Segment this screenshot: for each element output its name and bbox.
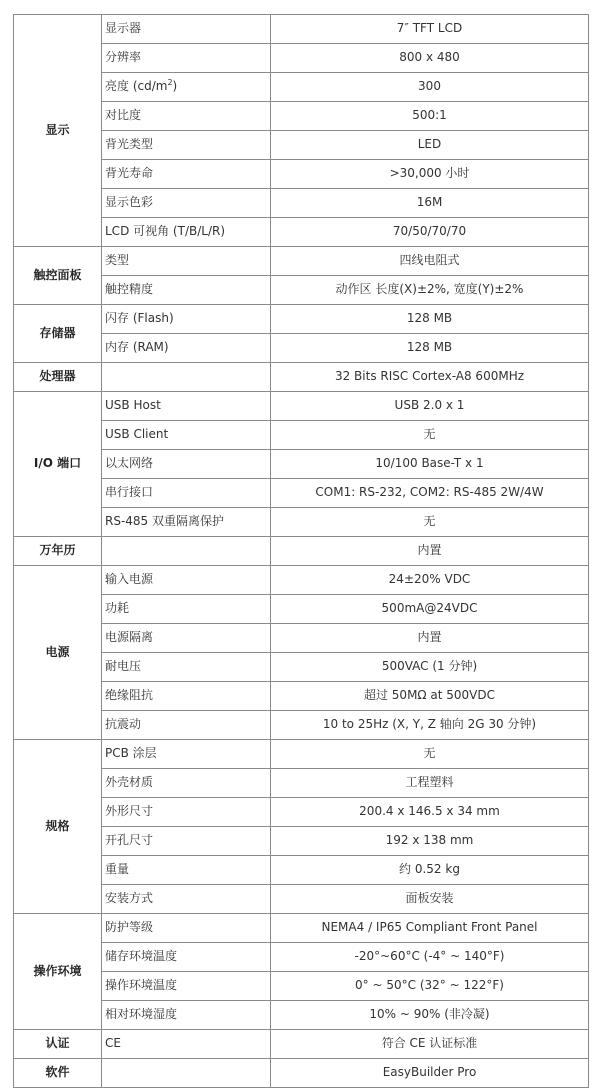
spec-item-name — [102, 711, 271, 740]
spec-item-text: 绝缘阻抗 — [105, 688, 154, 703]
spec-item-text: 防护等级 — [105, 920, 154, 935]
spec-value: 面板安装 — [271, 885, 589, 914]
spec-item-text: 背光寿命 — [105, 166, 154, 181]
spec-row — [14, 566, 589, 595]
spec-item-text: 触控精度 — [105, 282, 154, 297]
category-label: 操作环境 — [14, 914, 102, 1030]
spec-item-text: 安装方式 — [105, 891, 154, 906]
spec-item-text: 显示色彩 — [105, 195, 154, 210]
spec-value: 符合 CE 认证标准 — [271, 1030, 589, 1059]
spec-item-text: 重量 — [105, 862, 130, 877]
spec-value: 16M — [271, 189, 589, 218]
spec-value: 内置 — [271, 624, 589, 653]
spec-value: 0° ~ 50°C (32° ~ 122°F) — [271, 972, 589, 1001]
category-label: I/O 端口 — [14, 392, 102, 537]
spec-item-text: 对比度 — [105, 108, 142, 123]
spec-value: 192 x 138 mm — [271, 827, 589, 856]
spec-value: 128 MB — [271, 305, 589, 334]
spec-item-superscript: 2 — [167, 78, 173, 88]
spec-item-text: 分辨率 — [105, 50, 142, 65]
spec-item-text: 开孔尺寸 — [105, 833, 154, 848]
category-label: 电源 — [14, 566, 102, 740]
spec-item-name — [102, 392, 271, 421]
spec-item-name — [102, 682, 271, 711]
spec-item-name — [102, 247, 271, 276]
spec-value: >30,000 小时 — [271, 160, 589, 189]
category-label: 软件 — [14, 1059, 102, 1088]
spec-item-text: 抗震动 — [105, 717, 142, 732]
spec-table-body — [14, 15, 589, 1088]
spec-item-name — [102, 218, 271, 247]
spec-value: 200.4 x 146.5 x 34 mm — [271, 798, 589, 827]
spec-item-text: 电源隔离 — [105, 630, 154, 645]
spec-item-name — [102, 44, 271, 73]
spec-item-name — [102, 1059, 271, 1088]
spec-item-name — [102, 972, 271, 1001]
spec-item-text: 操作环境温度 — [105, 978, 178, 993]
spec-value: 工程塑料 — [271, 769, 589, 798]
spec-value: 无 — [271, 421, 589, 450]
spec-item-name — [102, 943, 271, 972]
spec-item-text: CE — [105, 1036, 121, 1051]
spec-value: 内置 — [271, 537, 589, 566]
spec-item-text: 外壳材质 — [105, 775, 154, 790]
spec-row — [14, 537, 589, 566]
spec-row — [14, 1030, 589, 1059]
spec-item-name — [102, 363, 271, 392]
category-label: 规格 — [14, 740, 102, 914]
spec-item-name — [102, 73, 271, 102]
spec-item-name — [102, 856, 271, 885]
spec-value: 超过 50MΩ at 500VDC — [271, 682, 589, 711]
category-label: 万年历 — [14, 537, 102, 566]
spec-value: -20°~60°C (-4° ~ 140°F) — [271, 943, 589, 972]
spec-value: 约 0.52 kg — [271, 856, 589, 885]
spec-row — [14, 363, 589, 392]
spec-item-name — [102, 914, 271, 943]
spec-row — [14, 247, 589, 276]
spec-value: NEMA4 / IP65 Compliant Front Panel — [271, 914, 589, 943]
spec-item-text: 内存 (RAM) — [105, 340, 169, 355]
spec-item-text: USB Client — [105, 427, 169, 442]
spec-row — [14, 15, 589, 44]
spec-item-name — [102, 566, 271, 595]
spec-item-name — [102, 537, 271, 566]
spec-value: 24±20% VDC — [271, 566, 589, 595]
spec-item-text: USB Host — [105, 398, 161, 413]
spec-value: 128 MB — [271, 334, 589, 363]
spec-item-name — [102, 305, 271, 334]
spec-item-name — [102, 798, 271, 827]
spec-value: LED — [271, 131, 589, 160]
spec-item-text: 储存环境温度 — [105, 949, 178, 964]
spec-item-text: 闪存 (Flash) — [105, 311, 174, 326]
spec-item-text: 相对环境湿度 — [105, 1007, 178, 1022]
spec-item-name — [102, 885, 271, 914]
spec-value: 800 x 480 — [271, 44, 589, 73]
category-label: 处理器 — [14, 363, 102, 392]
spec-item-text: 功耗 — [105, 601, 130, 616]
spec-value: COM1: RS-232, COM2: RS-485 2W/4W — [271, 479, 589, 508]
category-label: 存储器 — [14, 305, 102, 363]
spec-item-name — [102, 479, 271, 508]
spec-item-text: 串行接口 — [105, 485, 154, 500]
spec-row — [14, 305, 589, 334]
category-label: 触控面板 — [14, 247, 102, 305]
spec-item-name — [102, 769, 271, 798]
spec-item-name — [102, 421, 271, 450]
spec-item-text: 背光类型 — [105, 137, 154, 152]
spec-value: 32 Bits RISC Cortex-A8 600MHz — [271, 363, 589, 392]
spec-item-name — [102, 102, 271, 131]
spec-value: 无 — [271, 508, 589, 537]
spec-value: 7″ TFT LCD — [271, 15, 589, 44]
spec-row — [14, 1059, 589, 1088]
spec-row — [14, 392, 589, 421]
spec-value: 动作区 长度(X)±2%, 宽度(Y)±2% — [271, 276, 589, 305]
spec-item-name — [102, 189, 271, 218]
spec-value: 10 to 25Hz (X, Y, Z 轴向 2G 30 分钟) — [271, 711, 589, 740]
spec-item-name — [102, 827, 271, 856]
spec-item-suffix: ) — [172, 79, 178, 94]
spec-item-name — [102, 15, 271, 44]
spec-item-text: 外形尺寸 — [105, 804, 154, 819]
spec-table — [13, 14, 589, 1088]
category-label: 认证 — [14, 1030, 102, 1059]
spec-item-text: 以太网络 — [105, 456, 154, 471]
category-label: 显示 — [14, 15, 102, 247]
spec-item-text: 输入电源 — [105, 572, 154, 587]
spec-item-name — [102, 131, 271, 160]
spec-value: 500:1 — [271, 102, 589, 131]
spec-item-text: 显示器 — [105, 21, 142, 36]
spec-item-name — [102, 160, 271, 189]
spec-item-name — [102, 334, 271, 363]
spec-value: 70/50/70/70 — [271, 218, 589, 247]
spec-value: 500mA@24VDC — [271, 595, 589, 624]
spec-row — [14, 914, 589, 943]
spec-value: 10/100 Base-T x 1 — [271, 450, 589, 479]
spec-item-text: 亮度 (cd/m — [105, 79, 168, 94]
spec-row — [14, 740, 589, 769]
spec-value: 10% ~ 90% (非冷凝) — [271, 1001, 589, 1030]
spec-item-name — [102, 450, 271, 479]
spec-item-name — [102, 276, 271, 305]
spec-value: 无 — [271, 740, 589, 769]
spec-item-text: 耐电压 — [105, 659, 142, 674]
spec-item-name — [102, 740, 271, 769]
spec-value: USB 2.0 x 1 — [271, 392, 589, 421]
spec-value: 300 — [271, 73, 589, 102]
spec-item-name — [102, 653, 271, 682]
spec-value: 四线电阻式 — [271, 247, 589, 276]
spec-item-text: LCD 可视角 (T/B/L/R) — [105, 224, 226, 239]
spec-item-name — [102, 1001, 271, 1030]
spec-item-name — [102, 624, 271, 653]
spec-item-name — [102, 595, 271, 624]
spec-value: 500VAC (1 分钟) — [271, 653, 589, 682]
spec-item-text: 类型 — [105, 253, 130, 268]
spec-item-name — [102, 508, 271, 537]
spec-item-name — [102, 1030, 271, 1059]
spec-item-text: PCB 涂层 — [105, 746, 157, 761]
spec-item-text: RS-485 双重隔离保护 — [105, 514, 225, 529]
spec-value: EasyBuilder Pro — [271, 1059, 589, 1088]
